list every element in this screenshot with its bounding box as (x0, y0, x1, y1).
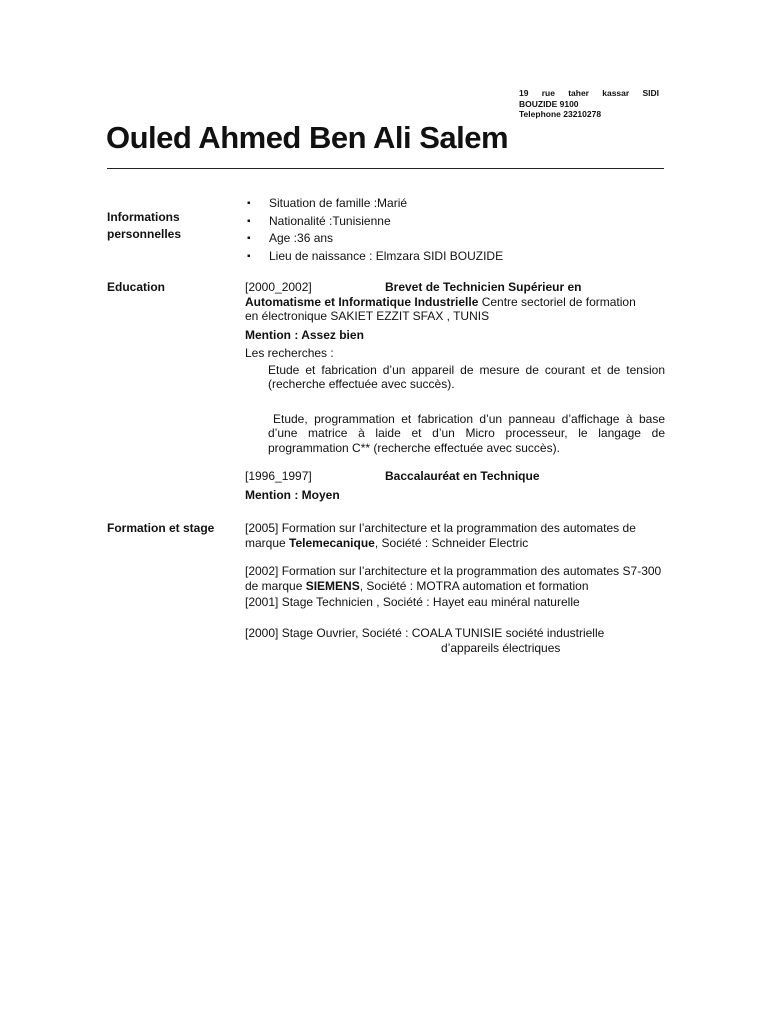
research-item: Etude, programmation et fabrication d’un panneau d’affichage à base d’une matrice à laide et d’un Micro processeur, le langage de programmation C** (recherche effectuée avec succès). (268, 411, 665, 455)
person-name: Ouled Ahmed Ben Ali Salem (106, 120, 509, 155)
training-entry: [2001] Stage Technicien , Société : Hayet eau minéral naturelle (245, 595, 580, 609)
training-entry: [2005] Formation sur l’architecture et la programmation des automates de marque Telemecanique, Société : Schneider Electric (245, 521, 636, 550)
list-item: ▪ Age :36 ans (245, 230, 503, 248)
list-item: ▪ Lieu de naissance : Elmzara SIDI BOUZIDE (245, 248, 503, 266)
edu-mention: Mention : Moyen (245, 487, 340, 502)
list-item: ▪ Nationalité :Tunisienne (245, 213, 503, 231)
edu-title: Brevet de Technicien Supérieur en (385, 280, 582, 294)
education-label: Education (107, 280, 166, 294)
list-item: ▪ Situation de famille :Marié (245, 195, 503, 213)
education-entry-1: [2000_2002] Brevet de Technicien Supérieur en Automatisme et Informatique Industrielle Centre sectoriel de formation en électronique SAKIET EZZIT SFAX , TUNIS Mention : Assez bien Les recherches : Etude et fabrication d’un appareil de mesure de courant et de tension (recherche effectuée avec succès). Etude, programmation et fabrication d’un panneau d’affichage à base d’une matrice à laide et d’un Micro processeur, le langage de programmation C** (recherche effectuée avec succès). (245, 280, 665, 455)
training-label: Formation et stage (107, 521, 215, 535)
training-entry: [2000] Stage Ouvrier, Société : COALA TUNISIE société industrielle d’appareils électriques (245, 626, 605, 655)
personal-info-label: Informations personnelles (107, 210, 182, 241)
address-block (519, 88, 659, 120)
edu-date: [1996_1997] (245, 469, 312, 483)
personal-info-list (245, 195, 503, 265)
education-entry-2 (245, 469, 665, 502)
research-label: Les recherches : (245, 346, 334, 360)
edu-date: [2000_2002] (245, 280, 312, 294)
training-entry: [2002] Formation sur l’architecture et la programmation des automates S7-300 de marque SIEMENS, Société : MOTRA automation et formation (245, 564, 662, 593)
edu-mention: Mention : Assez bien (245, 327, 364, 342)
address-line-2: BOUZIDE 9100 (519, 98, 579, 109)
phone: Telephone 23210278 (519, 109, 602, 119)
research-item: Etude et fabrication d’un appareil de mesure de courant et de tension (recherche effectuée avec succès). (268, 362, 665, 391)
address-line-1: 19 rue taher kassar SIDI (519, 88, 659, 98)
divider (107, 168, 664, 169)
edu-title: Baccalauréat en Technique (385, 469, 540, 483)
